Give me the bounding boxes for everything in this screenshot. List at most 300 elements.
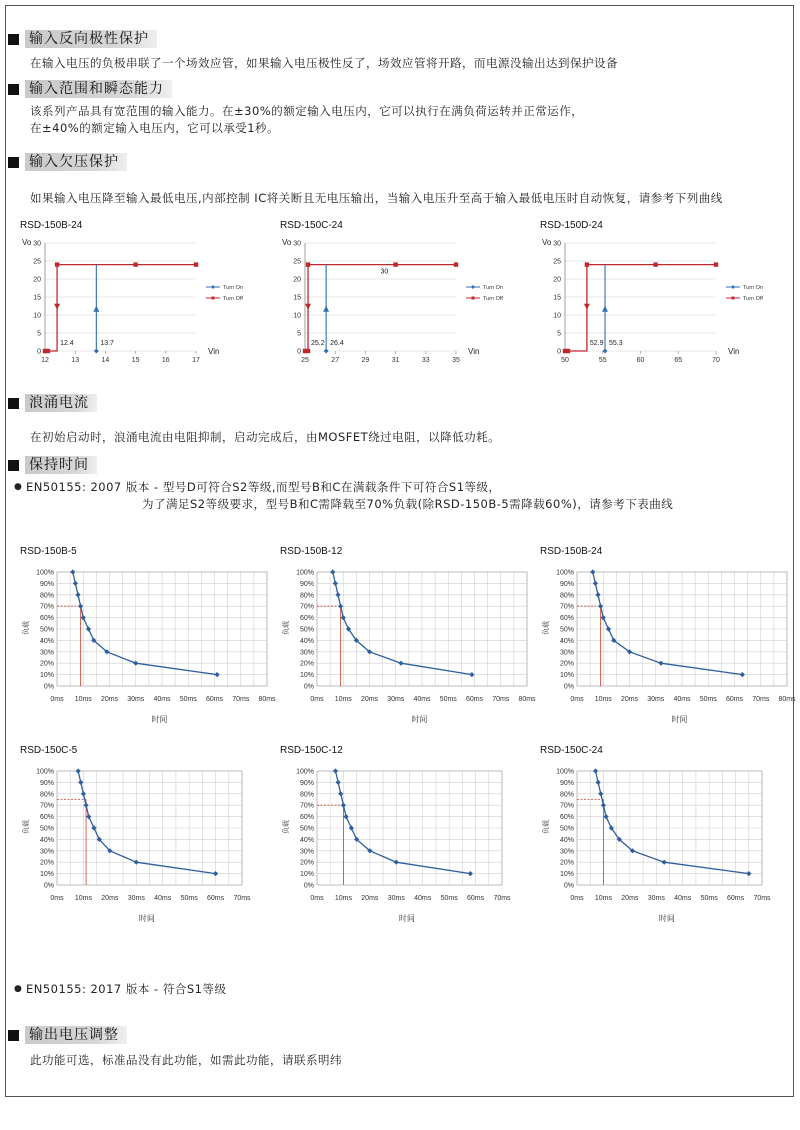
section-title: 输入范围和瞬态能力 (25, 80, 172, 98)
x-tick-label: 31 (391, 357, 400, 364)
y-tick-label: 20% (39, 660, 54, 668)
y-tick-label: 30% (39, 649, 54, 657)
x-tick-label: 20ms (361, 895, 379, 902)
x-tick-label: 50ms (440, 895, 458, 902)
turn-off-marker (714, 262, 718, 266)
holdup-bullet1-line1: EN50155: 2007 版本 - 型号D可符合S2等级,而型号B和C在满载条件下可符合S1等级， (26, 480, 501, 494)
holdup-chart (540, 763, 790, 943)
section-square-icon (8, 34, 19, 45)
data-point (469, 672, 474, 677)
section-square-icon (8, 157, 19, 168)
legend-turn-off-marker (212, 297, 215, 300)
section-header-holdup (8, 456, 97, 474)
y-tick-label: 100% (36, 569, 54, 577)
down-arrow-icon (584, 304, 590, 310)
y-tick-label: 30 (553, 240, 561, 248)
x-tick-label: 50ms (699, 696, 717, 703)
y-tick-label: 40% (39, 637, 54, 645)
y-tick-label: 10% (299, 871, 314, 879)
holdup-bullet2: EN50155: 2017 版本 - 符合S1等级 (26, 982, 227, 996)
x-tick-label: 30ms (647, 895, 665, 902)
y-tick-label: 60% (299, 615, 314, 623)
legend-turn-off-marker (732, 297, 735, 300)
turn-off-line (305, 265, 456, 351)
y-tick-label: 20% (559, 660, 574, 668)
x-tick-label: 60ms (727, 895, 745, 902)
section-square-icon (8, 398, 19, 409)
x-tick-label: 0ms (570, 696, 584, 703)
x-tick-label: 10ms (334, 696, 352, 703)
x-tick-label: 0ms (310, 895, 324, 902)
y-tick-label: 10% (559, 871, 574, 879)
x-tick-label: 80ms (518, 696, 536, 703)
data-point (338, 604, 343, 609)
data-point (349, 825, 354, 830)
x-tick-label: 40ms (413, 696, 431, 703)
y-tick-label: 0% (43, 683, 54, 691)
holdup-chart (280, 564, 536, 744)
turn-off-marker (306, 349, 310, 353)
data-point (595, 592, 600, 597)
x-tick-label: 10ms (594, 696, 612, 703)
y-tick-label: 40% (39, 836, 54, 844)
section-header-reverse (8, 30, 157, 48)
holdup-curve (78, 771, 215, 874)
chart-title: RSD-150C-24 (540, 745, 603, 756)
y-tick-label: 25 (33, 258, 41, 266)
uvp-chart (280, 235, 510, 395)
x-tick-label: 0ms (310, 696, 324, 703)
section-header-uvp (8, 153, 127, 171)
x-tick-label: 27 (331, 357, 340, 364)
x-tick-label: 30ms (387, 895, 405, 902)
x-tick-label: 15 (131, 357, 140, 364)
y-axis-label: 负载 (23, 621, 30, 635)
uvp-chart (540, 235, 770, 395)
data-point (215, 672, 220, 677)
x-tick-label: 20ms (620, 696, 639, 703)
x-axis-label: 时间 (398, 914, 415, 923)
y-tick-label: 60% (39, 814, 54, 822)
legend-label: Turn On (483, 285, 503, 291)
turn-off-marker (46, 349, 50, 353)
turn-off-line (45, 265, 196, 351)
y-axis-label: 负载 (283, 621, 290, 635)
section-square-icon (8, 1030, 19, 1041)
x-tick-label: 60ms (725, 696, 744, 703)
x-tick-label: 20ms (360, 696, 379, 703)
section-header-adjust (8, 1026, 127, 1044)
x-axis-label: 时间 (411, 715, 428, 724)
legend-label: Turn Off (223, 296, 243, 302)
y-tick-label: 50% (39, 626, 54, 634)
data-point (662, 860, 667, 865)
x-tick-label: 17 (192, 357, 200, 364)
turn-on-marker (603, 349, 608, 354)
x-tick-label: 10ms (74, 895, 92, 902)
data-point (78, 604, 83, 609)
legend-label: Turn Off (743, 296, 763, 302)
data-point (333, 581, 338, 586)
x-tick-label: 12 (41, 357, 49, 364)
holdup-curve (333, 572, 472, 675)
data-point (86, 814, 91, 819)
data-point (70, 569, 75, 574)
x-tick-label: 40ms (154, 895, 172, 902)
y-tick-label: 100% (296, 569, 314, 577)
x-tick-label: 0ms (570, 895, 584, 902)
data-point (601, 615, 606, 620)
y-tick-label: 20% (559, 859, 574, 867)
value-label: 12.4 (60, 340, 74, 347)
up-arrow-icon (323, 306, 329, 312)
holdup-curve (336, 771, 471, 874)
y-tick-label: 20 (33, 276, 41, 284)
x-tick-label: 70 (712, 357, 720, 364)
data-point (81, 791, 86, 796)
y-tick-label: 90% (559, 580, 574, 588)
y-tick-label: 30% (559, 649, 574, 657)
y-axis-label: 负载 (23, 820, 30, 834)
data-point (593, 581, 598, 586)
value-label: 30 (380, 268, 389, 276)
x-tick-label: 40ms (153, 696, 171, 703)
y-tick-label: 0% (563, 882, 574, 890)
section-header-range (8, 80, 172, 98)
y-tick-label: 80% (39, 592, 54, 600)
y-tick-label: 50% (299, 825, 314, 833)
y-axis-label: Vo (22, 238, 32, 247)
data-point (76, 768, 81, 773)
y-tick-label: 80% (559, 791, 574, 799)
x-axis-label: Vin (208, 347, 220, 356)
x-tick-label: 50 (561, 357, 569, 364)
x-axis-label: Vin (728, 347, 740, 356)
data-point (134, 860, 139, 865)
legend-turn-off-marker (472, 297, 475, 300)
y-tick-label: 20 (553, 276, 561, 284)
data-point (593, 768, 598, 773)
turn-on-marker (324, 349, 329, 354)
holdup-bullet1-line2: 为了满足S2等级要求，型号B和C需降载至70%负载(除RSD-150B-5需降载60%)，请参考下表曲线 (142, 497, 674, 511)
section-header-inrush (8, 394, 97, 412)
x-tick-label: 30ms (647, 696, 665, 703)
y-tick-label: 70% (39, 603, 54, 611)
turn-on-marker (94, 349, 99, 354)
x-tick-label: 70ms (233, 895, 251, 902)
x-tick-label: 55 (598, 357, 607, 364)
turn-off-marker (194, 262, 198, 266)
y-tick-label: 100% (36, 768, 54, 776)
legend-turn-on-marker (731, 285, 735, 289)
y-tick-label: 60% (559, 814, 574, 822)
data-point (740, 672, 745, 677)
data-point (603, 814, 608, 819)
x-axis-label: 时间 (138, 914, 155, 923)
holdup-curve (596, 771, 749, 874)
y-tick-label: 50% (39, 825, 54, 833)
y-tick-label: 90% (39, 580, 54, 588)
y-tick-label: 10% (39, 871, 54, 879)
holdup-chart (540, 564, 796, 744)
x-tick-label: 70ms (752, 696, 770, 703)
value-label: 55.3 (609, 340, 623, 347)
x-tick-label: 70ms (232, 696, 250, 703)
y-tick-label: 20 (293, 276, 301, 284)
turn-off-marker (55, 262, 59, 266)
x-tick-label: 30ms (387, 696, 405, 703)
x-tick-label: 35 (452, 357, 460, 364)
holdup-chart (20, 763, 270, 943)
x-tick-label: 30ms (127, 696, 145, 703)
legend-label: Turn On (743, 285, 763, 291)
x-tick-label: 20ms (100, 696, 119, 703)
down-arrow-icon (305, 304, 311, 310)
y-tick-label: 25 (293, 258, 301, 266)
chart-title: RSD-150D-24 (540, 220, 603, 231)
data-point (81, 615, 86, 620)
section-square-icon (8, 460, 19, 471)
x-tick-label: 40ms (414, 895, 432, 902)
section-title: 浪涌电流 (25, 394, 97, 412)
data-point (336, 780, 341, 785)
data-point (598, 791, 603, 796)
y-tick-label: 20% (39, 859, 54, 867)
x-tick-label: 14 (101, 357, 110, 364)
data-point (598, 604, 603, 609)
y-tick-label: 30 (33, 240, 41, 248)
y-tick-label: 0 (557, 348, 561, 356)
data-point (590, 569, 595, 574)
holdup-curve (593, 572, 743, 675)
x-tick-label: 50ms (700, 895, 718, 902)
value-label: 13.7 (100, 340, 114, 347)
value-label: 52.9 (589, 340, 604, 347)
bullet-icon: ● (14, 984, 22, 994)
section-title: 保持时间 (25, 456, 97, 474)
y-tick-label: 40% (299, 836, 314, 844)
y-tick-label: 0% (563, 683, 574, 691)
x-tick-label: 50ms (439, 696, 457, 703)
y-tick-label: 0% (43, 882, 54, 890)
y-tick-label: 5 (297, 330, 301, 338)
y-tick-label: 15 (553, 294, 561, 302)
holdup-chart (280, 763, 530, 943)
y-tick-label: 0 (37, 348, 41, 356)
y-tick-label: 90% (299, 580, 314, 588)
y-tick-label: 60% (39, 615, 54, 623)
y-tick-label: 50% (559, 626, 574, 634)
x-tick-label: 50ms (180, 895, 198, 902)
y-tick-label: 10 (33, 312, 41, 320)
y-tick-label: 30% (299, 649, 314, 657)
turn-off-marker (393, 262, 397, 266)
y-tick-label: 20% (299, 660, 314, 668)
reverse-text: 在输入电压的负极串联了一个场效应管，如果输入电压极性反了，场效应管将开路，而电源没输出达到保护设备 (30, 56, 618, 70)
data-point (333, 768, 338, 773)
section-title: 输入欠压保护 (25, 153, 127, 171)
data-point (596, 780, 601, 785)
down-arrow-icon (54, 304, 60, 310)
value-label: 26.4 (330, 340, 344, 347)
data-point (78, 780, 83, 785)
y-tick-label: 30% (39, 848, 54, 856)
holdup-curve (73, 572, 217, 675)
data-point (73, 581, 78, 586)
y-tick-label: 70% (299, 802, 314, 810)
chart-title: RSD-150B-12 (280, 546, 343, 557)
legend-label: Turn Off (483, 296, 503, 302)
data-point (330, 569, 335, 574)
turn-off-marker (454, 262, 458, 266)
range-text-line2: 在±40%的额定输入电压内，它可以承受1秒。 (30, 121, 280, 135)
y-tick-label: 0 (297, 348, 301, 356)
x-tick-label: 80ms (778, 696, 796, 703)
up-arrow-icon (602, 306, 608, 312)
y-axis-label: Vo (282, 238, 292, 247)
data-point (335, 592, 340, 597)
inrush-text: 在初始启动时，浪涌电流由电阻抑制，启动完成后，由MOSFET绕过电阻，以降低功耗。 (30, 430, 501, 444)
y-tick-label: 70% (299, 603, 314, 611)
y-tick-label: 70% (559, 603, 574, 611)
data-point (86, 626, 91, 631)
section-title: 输出电压调整 (25, 1026, 127, 1044)
x-tick-label: 10ms (594, 895, 612, 902)
x-axis-label: Vin (468, 347, 480, 356)
uvp-text: 如果输入电压降至输入最低电压,内部控制 IC将关断且无电压输出，当输入电压升至高于输入最低电压时自动恢复，请参考下列曲线 (30, 191, 723, 205)
x-tick-label: 25 (301, 357, 309, 364)
y-tick-label: 90% (299, 779, 314, 787)
y-axis-label: 负载 (283, 820, 290, 834)
bullet-icon: ● (14, 482, 22, 492)
data-point (606, 626, 611, 631)
chart-title: RSD-150B-5 (20, 546, 77, 557)
y-tick-label: 10 (553, 312, 561, 320)
turn-off-marker (306, 262, 310, 266)
y-tick-label: 40% (559, 836, 574, 844)
data-point (398, 661, 403, 666)
x-axis-label: 时间 (671, 715, 688, 724)
x-tick-label: 60ms (205, 696, 224, 703)
x-tick-label: 60 (636, 357, 645, 364)
x-tick-label: 20ms (621, 895, 639, 902)
x-tick-label: 60ms (465, 696, 484, 703)
y-tick-label: 60% (559, 615, 574, 623)
data-point (343, 814, 348, 819)
y-tick-label: 40% (299, 637, 314, 645)
x-axis-label: 时间 (658, 914, 675, 923)
y-tick-label: 15 (293, 294, 301, 302)
section-title: 输入反向极性保护 (25, 30, 157, 48)
x-tick-label: 10ms (74, 696, 92, 703)
data-point (75, 592, 80, 597)
legend-label: Turn On (223, 285, 243, 291)
y-tick-label: 10% (299, 672, 314, 680)
x-tick-label: 0ms (50, 895, 64, 902)
y-axis-label: 负载 (543, 621, 550, 635)
data-point (341, 803, 346, 808)
holdup-chart (20, 564, 276, 744)
x-axis-label: 时间 (151, 715, 168, 724)
x-tick-label: 29 (361, 357, 370, 364)
data-point (133, 661, 138, 666)
chart-title: RSD-150B-24 (540, 546, 603, 557)
y-tick-label: 100% (296, 768, 314, 776)
y-tick-label: 10 (293, 312, 301, 320)
turn-off-marker (133, 262, 137, 266)
data-point (338, 791, 343, 796)
data-point (658, 661, 663, 666)
y-tick-label: 0% (303, 882, 314, 890)
y-tick-label: 20% (299, 859, 314, 867)
x-tick-label: 80ms (258, 696, 276, 703)
x-tick-label: 40ms (674, 895, 692, 902)
x-tick-label: 33 (421, 357, 430, 364)
legend-turn-on-marker (471, 285, 475, 289)
chart-title: RSD-150C-5 (20, 745, 78, 756)
y-tick-label: 100% (556, 768, 574, 776)
uvp-chart (20, 235, 250, 395)
y-tick-label: 5 (557, 330, 561, 338)
x-tick-label: 70ms (493, 895, 511, 902)
x-tick-label: 50ms (179, 696, 197, 703)
y-tick-label: 25 (553, 258, 561, 266)
y-tick-label: 50% (559, 825, 574, 833)
y-tick-label: 15 (33, 294, 41, 302)
x-tick-label: 20ms (101, 895, 119, 902)
y-tick-label: 0% (303, 683, 314, 691)
y-tick-label: 30% (299, 848, 314, 856)
value-label: 25.2 (311, 340, 325, 347)
y-tick-label: 90% (559, 779, 574, 787)
y-axis-label: 负载 (543, 820, 550, 834)
y-tick-label: 80% (559, 592, 574, 600)
y-tick-label: 60% (299, 814, 314, 822)
data-point (91, 825, 96, 830)
x-tick-label: 65 (674, 357, 683, 364)
x-tick-label: 13 (71, 357, 80, 364)
y-tick-label: 10% (559, 672, 574, 680)
turn-off-marker (585, 262, 589, 266)
x-tick-label: 0ms (50, 696, 64, 703)
y-tick-label: 80% (299, 592, 314, 600)
x-tick-label: 60ms (467, 895, 485, 902)
y-tick-label: 70% (559, 802, 574, 810)
data-point (746, 871, 751, 876)
y-axis-label: Vo (542, 238, 552, 247)
x-tick-label: 60ms (207, 895, 225, 902)
data-point (83, 803, 88, 808)
chart-title: RSD-150B-24 (20, 220, 83, 231)
y-tick-label: 70% (39, 802, 54, 810)
adjust-text: 此功能可选，标准品没有此功能，如需此功能，请联系明纬 (30, 1053, 342, 1067)
legend-turn-on-marker (211, 285, 215, 289)
chart-title: RSD-150C-12 (280, 745, 343, 756)
data-point (341, 615, 346, 620)
data-point (213, 871, 218, 876)
chart-title: RSD-150C-24 (280, 220, 343, 231)
y-tick-label: 30 (293, 240, 301, 248)
x-tick-label: 16 (161, 357, 170, 364)
y-tick-label: 10% (39, 672, 54, 680)
x-tick-label: 10ms (334, 895, 352, 902)
data-point (394, 860, 399, 865)
x-tick-label: 30ms (127, 895, 145, 902)
y-tick-label: 80% (39, 791, 54, 799)
x-tick-label: 40ms (673, 696, 691, 703)
section-square-icon (8, 84, 19, 95)
y-tick-label: 5 (37, 330, 41, 338)
